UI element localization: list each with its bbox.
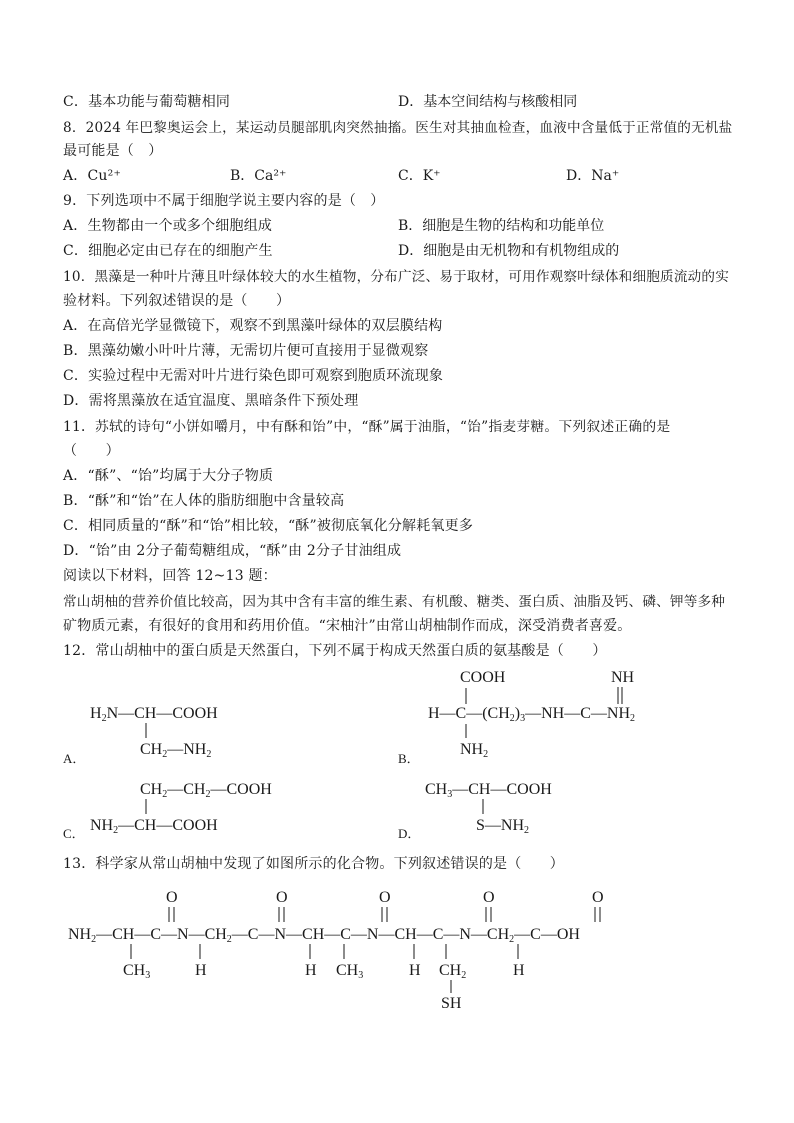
svg-text:H: H xyxy=(305,962,317,979)
q10-stem-line2: 验材料。下列叙述错误的是（ ） xyxy=(63,293,291,309)
q10-option-c: C．实验过程中无需对叶片进行染色即可观察到胞质环流现象 xyxy=(63,368,444,384)
q8-option-c: C．K⁺ xyxy=(398,168,441,184)
svg-text:NH: NH xyxy=(611,669,635,686)
q7-option-d: D．基本空间结构与核酸相同 xyxy=(398,94,578,110)
svg-text:CH3: CH3 xyxy=(123,962,151,981)
q8-stem-line2: 最可能是（ ） xyxy=(63,143,163,159)
q9-stem: 9．下列选项中不属于细胞学说主要内容的是（ ） xyxy=(63,193,385,209)
q11-option-d: D．“饴”由 2分子葡萄糖组成，“酥”由 2分子甘油组成 xyxy=(63,543,402,559)
q10-option-d: D．需将黑藻放在适宜温度、黑暗条件下预处理 xyxy=(63,393,359,409)
svg-text:H: H xyxy=(195,962,207,979)
svg-text:CH2: CH2 xyxy=(439,962,467,981)
svg-text:S—NH2: S—NH2 xyxy=(476,817,530,836)
q11-option-c: C．相同质量的“酥”和“饴”相比较，“酥”被彻底氧化分解耗氧更多 xyxy=(63,518,474,534)
svg-text:O: O xyxy=(483,889,495,906)
svg-text:NH2—CH—C—N—CH2—C—N—CH—C—N—CH—C: NH2—CH—C—N—CH2—C—N—CH—C—N—CH—C—N—CH2—C—OH xyxy=(68,926,580,945)
q12-option-a-label: A． xyxy=(63,751,86,766)
q13-peptide-structure xyxy=(63,880,703,1020)
svg-text:H2N—CH—COOH: H2N—CH—COOH xyxy=(90,705,218,724)
q9-option-c: C．细胞必定由已存在的细胞产生 xyxy=(63,243,273,259)
q10-option-b: B．黑藻幼嫩小叶叶片薄，无需切片便可直接用于显微观察 xyxy=(63,343,429,359)
q9-option-b: B．细胞是生物的结构和功能单位 xyxy=(398,218,605,234)
svg-text:CH2—NH2: CH2—NH2 xyxy=(140,741,212,760)
q8-stem-line1: 8．2024 年巴黎奥运会上，某运动员腿部肌肉突然抽搐。医生对其抽血检查，血液中含量低于正常值的无机盐 xyxy=(63,120,733,136)
q9-option-a: A．生物都由一个或多个细胞组成 xyxy=(63,218,273,234)
reading-intro: 阅读以下材料，回答 12~13 题： xyxy=(63,568,277,584)
q11-option-b: B．“酥”和“饴”在人体的脂肪细胞中含量较高 xyxy=(63,493,345,509)
q12-option-c-label: C． xyxy=(63,826,85,841)
svg-text:NH2: NH2 xyxy=(460,741,489,760)
q12-structure-c xyxy=(85,774,315,844)
reading-paragraph-line1: 常山胡柚的营养价值比较高，因为其中含有丰富的维生素、有机酸、糖类、蛋白质、油脂及钙、磷、钾等多种 xyxy=(63,594,726,610)
q8-option-b: B．Ca²⁺ xyxy=(230,168,287,184)
q11-stem-line1: 11．苏轼的诗句“小饼如嚼月，中有酥和饴”中，“酥”属于油脂，“饴”指麦芽糖。下列叙述正确的是 xyxy=(63,419,671,435)
svg-text:CH2—CH2—COOH: CH2—CH2—COOH xyxy=(140,781,272,800)
svg-text:CH3—CH—COOH: CH3—CH—COOH xyxy=(425,781,552,800)
q12-structure-d xyxy=(425,774,605,844)
q7-option-c: C．基本功能与葡萄糖相同 xyxy=(63,94,231,110)
svg-text:O: O xyxy=(276,889,288,906)
q12-option-d-label: D． xyxy=(398,826,421,841)
q10-stem-line1: 10．黑藻是一种叶片薄且叶绿体较大的水生植物，分布广泛、易于取材，可用作观察叶绿体和细胞质流动的实 xyxy=(63,269,729,285)
svg-text:NH2—CH—COOH: NH2—CH—COOH xyxy=(90,817,218,836)
q12-option-b-label: B． xyxy=(398,751,420,766)
svg-text:O: O xyxy=(379,889,391,906)
q10-option-a: A．在高倍光学显微镜下，观察不到黑藻叶绿体的双层膜结构 xyxy=(63,318,443,334)
q13-stem: 13．科学家从常山胡柚中发现了如图所示的化合物。下列叙述错误的是（ ） xyxy=(63,856,565,872)
q11-option-a: A．“酥”、“饴”均属于大分子物质 xyxy=(63,468,274,484)
q11-stem-line2: （ ） xyxy=(63,443,120,459)
svg-text:H—C—(CH2)3—NH—C—NH2: H—C—(CH2)3—NH—C—NH2 xyxy=(428,705,635,724)
svg-text:H: H xyxy=(409,962,421,979)
svg-text:O: O xyxy=(166,889,178,906)
q8-option-a: A．Cu²⁺ xyxy=(63,168,122,184)
reading-paragraph-line2: 矿物质元素，有很好的食用和药用价值。“宋柚汁”由常山胡柚制作而成，深受消费者喜爱。 xyxy=(63,618,632,634)
svg-text:O: O xyxy=(592,889,604,906)
svg-text:H: H xyxy=(513,962,525,979)
q12-structure-a xyxy=(85,698,265,768)
svg-text:CH3: CH3 xyxy=(336,962,364,981)
q12-stem: 12．常山胡柚中的蛋白质是天然蛋白，下列不属于构成天然蛋白质的氨基酸是（ ） xyxy=(63,643,607,659)
q12-structure-b xyxy=(425,662,705,762)
svg-text:SH: SH xyxy=(441,995,462,1012)
q8-option-d: D．Na⁺ xyxy=(566,168,620,184)
q9-option-d: D．细胞是由无机物和有机物组成的 xyxy=(398,243,620,259)
svg-text:COOH: COOH xyxy=(460,669,506,686)
